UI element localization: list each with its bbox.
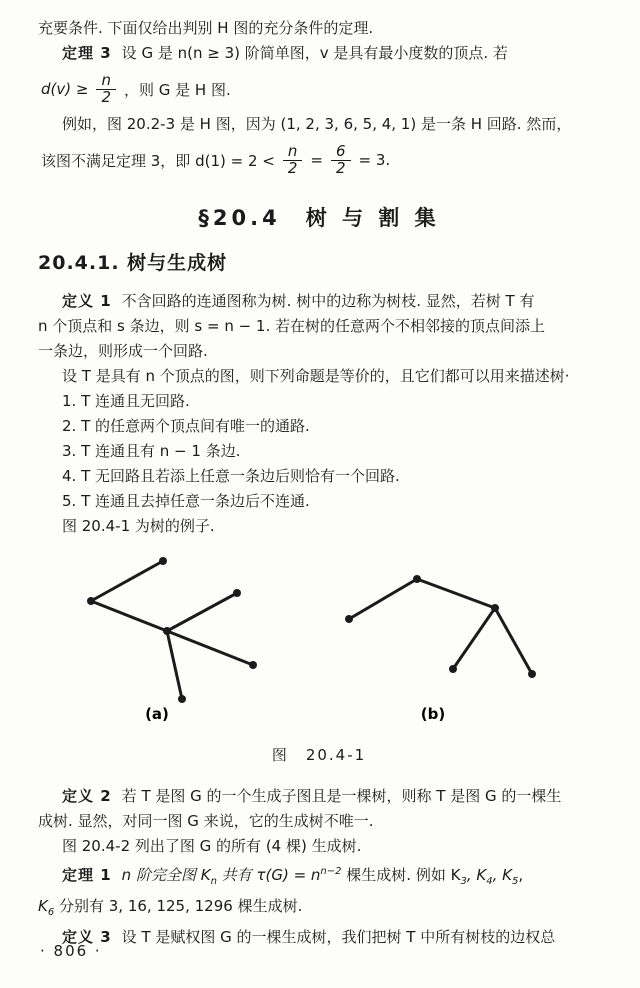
tree-edge <box>167 631 253 665</box>
subsection-heading: 20.4.1. 树与生成树 <box>38 252 228 274</box>
theorem1-label: 定理 1 <box>62 866 112 884</box>
tree-vertex <box>163 627 171 635</box>
subscript-6: 6 <box>47 907 55 918</box>
definition1-line3: 一条边，则形成一个回路. <box>38 342 208 360</box>
definition3-label: 定义 3 <box>62 928 112 946</box>
theorem1-seg2: 共有 τ(G) = n <box>216 866 321 884</box>
example-line1: 例如，图 20.2-3 是 H 图，因为 (1, 2, 3, 6, 5, 4, 1) 是一条 H 回路. 然而， <box>62 115 572 133</box>
tree-edge <box>167 593 237 631</box>
theorem3-line <box>38 41 600 66</box>
tree-edge <box>453 608 495 669</box>
tree-edge <box>495 608 532 674</box>
superscript-n-minus-2: n−2 <box>320 866 342 877</box>
tree-b <box>345 575 536 678</box>
fraction-numerator: 6 <box>331 144 351 161</box>
tree-vertex <box>528 670 536 678</box>
equivalence-intro: 设 T 是具有 n 个顶点的图，则下列命题是等价的，且它们都可以用来描述树· <box>62 367 570 385</box>
tree-edge <box>417 579 495 608</box>
theorem1-line1 <box>38 859 600 894</box>
figure-reference: 图 20.4-1 为树的例子. <box>62 517 215 535</box>
list-item-2: 2. T 的任意两个顶点间有唯一的通路. <box>62 417 310 435</box>
theorem1-line2-k: K <box>38 897 48 915</box>
section-heading: §20.4 树 与 割 集 <box>198 206 440 230</box>
figure2-reference: 图 20.4-2 列出了图 G 的所有 (4 棵) 生成树. <box>62 837 362 855</box>
page-number: · 806 · <box>40 942 102 960</box>
theorem3-formula <box>38 66 600 112</box>
tree-diagrams-svg <box>0 539 640 739</box>
fraction-6-over-2 <box>331 141 351 177</box>
list-item-3: 3. T 连通且有 n − 1 条边. <box>62 442 241 460</box>
subscript-5: 5 <box>511 876 519 887</box>
definition1-line1 <box>38 289 600 314</box>
theorem1-line2-rest: 分别有 3, 16, 125, 1296 棵生成树. <box>54 897 303 915</box>
tree-vertex <box>413 575 421 583</box>
equals-sign: = <box>310 151 323 169</box>
tree-vertex <box>233 589 241 597</box>
tree-vertex <box>87 597 95 605</box>
tree-edge <box>167 631 182 699</box>
fraction-denominator: 2 <box>287 158 298 177</box>
tree-b-label: (b) <box>420 705 446 723</box>
tree-vertex <box>159 557 167 565</box>
fraction-n-over-2-b <box>283 141 303 177</box>
theorem1-seg5: , K <box>492 866 512 884</box>
definition3-line <box>38 925 600 950</box>
list-item-4: 4. T 无回路且若添上任意一条边后则恰有一个回路. <box>62 467 400 485</box>
theorem1-seg1: n 阶完全图 K <box>121 866 211 884</box>
fraction-numerator: n <box>283 144 303 161</box>
definition2-label: 定义 2 <box>62 787 112 805</box>
tree-vertex <box>178 695 186 703</box>
theorem3-text: 设 G 是 n(n ≥ 3) 阶简单图，v 是具有最小度数的顶点. 若 <box>121 44 508 62</box>
tree-vertex <box>345 615 353 623</box>
tree-a-label: (a) <box>145 705 169 723</box>
subscript-3: 3 <box>460 876 467 887</box>
example2-prefix: 该图不满足定理 3，即 d(1) = 2 < <box>41 151 275 170</box>
definition1-text: 不含回路的连通图称为树. 树中的边称为树枝. 显然，若树 T 有 <box>121 292 535 310</box>
tree-edge <box>349 579 417 619</box>
tree-vertex <box>449 665 457 673</box>
paragraph-continuation: 充要条件. 下面仅给出判别 H 图的充分条件的定理. <box>38 19 374 37</box>
example-line2 <box>38 137 600 183</box>
theorem1-seg6: , <box>518 866 524 884</box>
tree-vertex <box>491 604 499 612</box>
formula-suffix: ，则 G 是 H 图. <box>124 80 231 99</box>
theorem1-line2 <box>38 894 600 925</box>
list-item-5: 5. T 连通且去掉任意一条边后不连通. <box>62 492 310 510</box>
definition3-text: 设 T 是赋权图 G 的一棵生成树，我们把树 T 中所有树枝的边权总 <box>121 928 556 946</box>
list-item-1: 1. T 连通且无回路. <box>62 392 190 410</box>
subscript-n: n <box>210 876 217 887</box>
theorem3-label: 定理 3 <box>62 44 112 62</box>
definition1-line2: n 个顶点和 s 条边，则 s = n − 1. 若在树的任意两个不相邻接的顶点间添上 <box>38 317 546 335</box>
formula-prefix: d(v) ≥ <box>41 80 89 98</box>
tree-edge <box>91 601 167 631</box>
example2-suffix: = 3. <box>358 151 391 169</box>
definition2-line1 <box>38 784 600 809</box>
figure-20-4-1 <box>0 539 640 739</box>
theorem1-seg4: , K <box>466 866 487 884</box>
tree-a <box>87 557 257 703</box>
fraction-n-over-2 <box>96 70 116 106</box>
fraction-numerator: n <box>96 73 116 90</box>
fraction-denominator: 2 <box>101 87 111 106</box>
theorem1-seg3: 棵生成树. 例如 K <box>341 866 461 884</box>
definition1-label: 定义 1 <box>62 292 112 310</box>
definition2-line2: 成树. 显然，对同一图 G 来说，它的生成树不唯一. <box>38 812 374 830</box>
fraction-denominator: 2 <box>335 158 346 177</box>
tree-edge <box>91 561 163 601</box>
tree-vertex <box>249 661 257 669</box>
subscript-4: 4 <box>486 876 493 887</box>
figure-caption: 图 20.4-1 <box>271 746 367 764</box>
definition2-text: 若 T 是图 G 的一个生成子图且是一棵树，则称 T 是图 G 的一棵生 <box>121 787 562 805</box>
